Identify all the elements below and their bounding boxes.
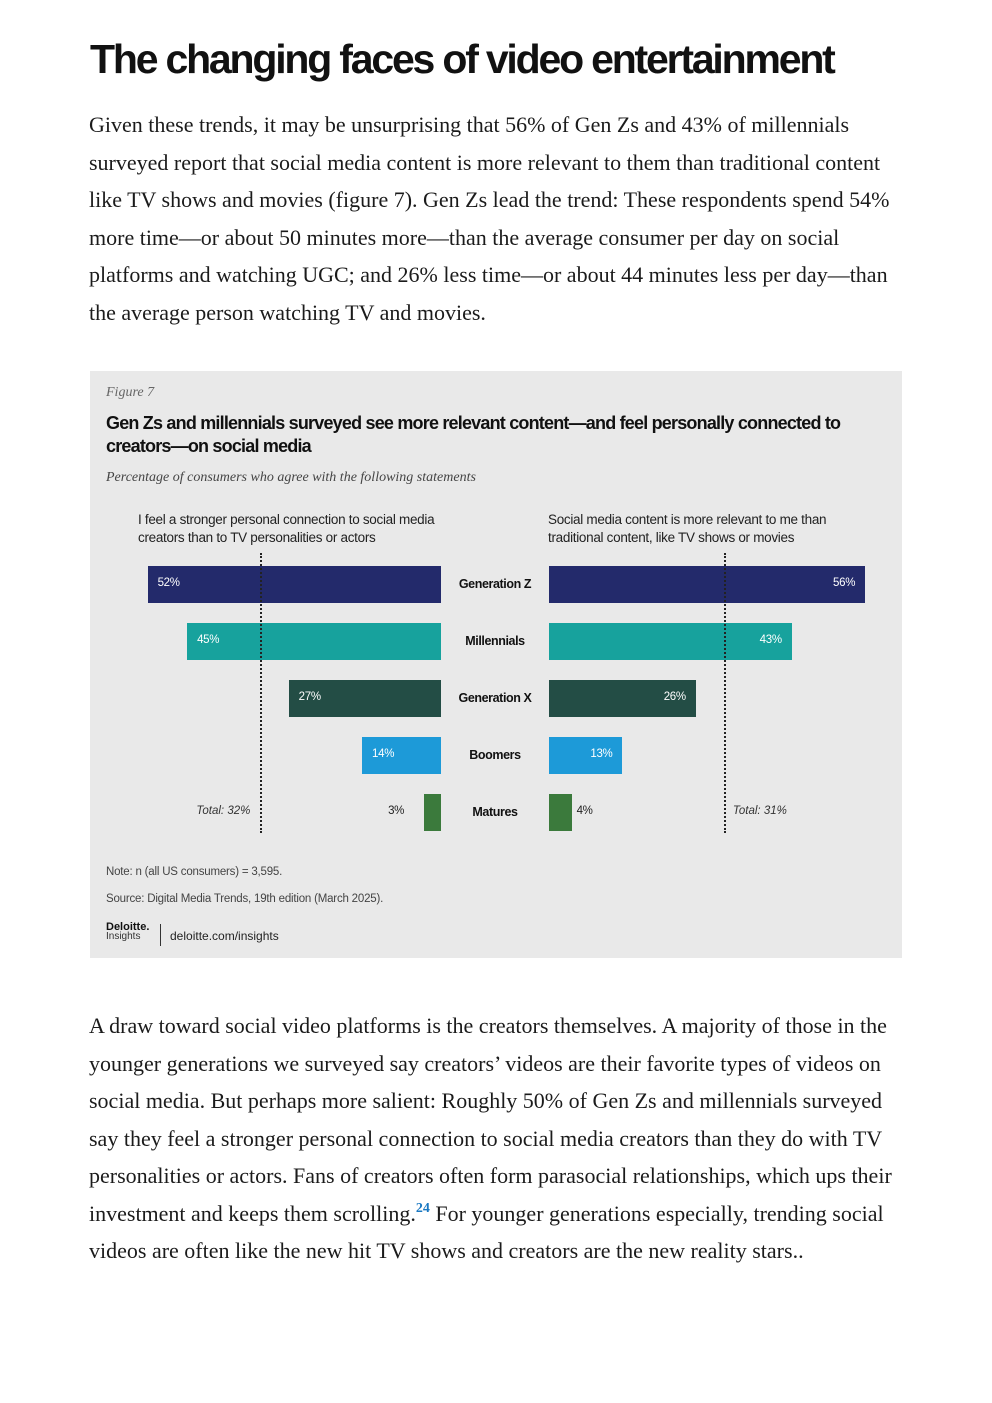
category-label: Generation X: [458, 691, 532, 705]
right-bar-1: [549, 623, 792, 660]
category-label: Matures: [472, 805, 518, 819]
right-bar-label: 43%: [759, 634, 782, 646]
paragraph-2-text-continued: For younger generations especially, trending social videos are often like the new hit TV shows and creators are the new reality stars..: [89, 1200, 884, 1263]
left-total-label: Total: 32%: [196, 805, 251, 817]
category-label: Boomers: [469, 748, 521, 762]
left-bar-label: 3%: [388, 805, 405, 817]
figure-subtitle: Percentage of consumers who agree with the following statements: [106, 470, 476, 485]
deloitte-insights-logo: [106, 922, 149, 942]
brand-divider: [160, 924, 161, 946]
right-bar-label: 26%: [663, 691, 686, 703]
body-paragraph-2: [89, 1007, 904, 1270]
left-bar-label: 27%: [298, 691, 321, 703]
figure-label: Figure 7: [106, 385, 155, 400]
left-bar-label: 14%: [372, 748, 395, 760]
right-bar-label: 13%: [590, 748, 613, 760]
right-bar-label: 4%: [576, 805, 593, 817]
left-bar-label: 52%: [157, 577, 180, 589]
figure-7: [90, 371, 902, 958]
category-label: Millennials: [465, 634, 525, 648]
category-label: Generation Z: [458, 577, 532, 591]
right-total-line: [724, 553, 726, 833]
footnote-reference[interactable]: 24: [415, 1200, 430, 1216]
left-panel-heading: I feel a stronger personal connection to social media creators than to TV personalities or actors: [138, 512, 435, 545]
right-bar-label: 56%: [833, 577, 856, 589]
paragraph-2-text: A draw toward social video platforms is the creators themselves. A majority of those in the younger generations we surveyed say creators’ videos are their favorite types of videos on social media. But perhaps more salient: Roughly 50% of Gen Zs and millennials surveyed say they feel a stronger personal connection to social media creators than they do with TV personalities or actors. Fans of creators often form parasocial relationships, which ups their investment and keeps them scrolling.: [89, 1013, 892, 1226]
figure-note: Note: n (all US consumers) = 3,595.: [106, 866, 283, 878]
figure-source: Source: Digital Media Trends, 19th edition (March 2025).: [106, 893, 384, 905]
figure-title: Gen Zs and millennials surveyed see more relevant content—and feel personally connected to creators—on social media: [106, 413, 841, 456]
left-bar-0: [148, 566, 441, 603]
left-bar-4: [424, 794, 441, 831]
right-total-label: Total: 31%: [732, 805, 787, 817]
page-title: The changing faces of video entertainment: [90, 36, 834, 82]
brand-url: deloitte.com/insights: [170, 929, 279, 943]
left-bar-1: [187, 623, 441, 660]
brand-name: Deloitte.: [106, 921, 150, 933]
left-bar-label: 45%: [197, 634, 220, 646]
body-paragraph-1: Given these trends, it may be unsurprising that 56% of Gen Zs and 43% of millennials surveyed report that social media content is more relevant to them than traditional content like TV shows and movies (figure 7). Gen Zs lead the trend: These respondents spend 54% more time—or about 50 minutes more—than the average consumer per day on social platforms and watching UGC; and 26% less time—or about 44 minutes less per day—than the average person watching TV and movies.: [89, 112, 890, 325]
right-bar-4: [549, 794, 572, 831]
right-bar-0: [549, 566, 865, 603]
brand-sub: Insights: [106, 931, 141, 942]
left-total-line: [260, 553, 262, 833]
right-panel-heading: Social media content is more relevant to me than traditional content, like TV shows or movies: [548, 512, 827, 545]
